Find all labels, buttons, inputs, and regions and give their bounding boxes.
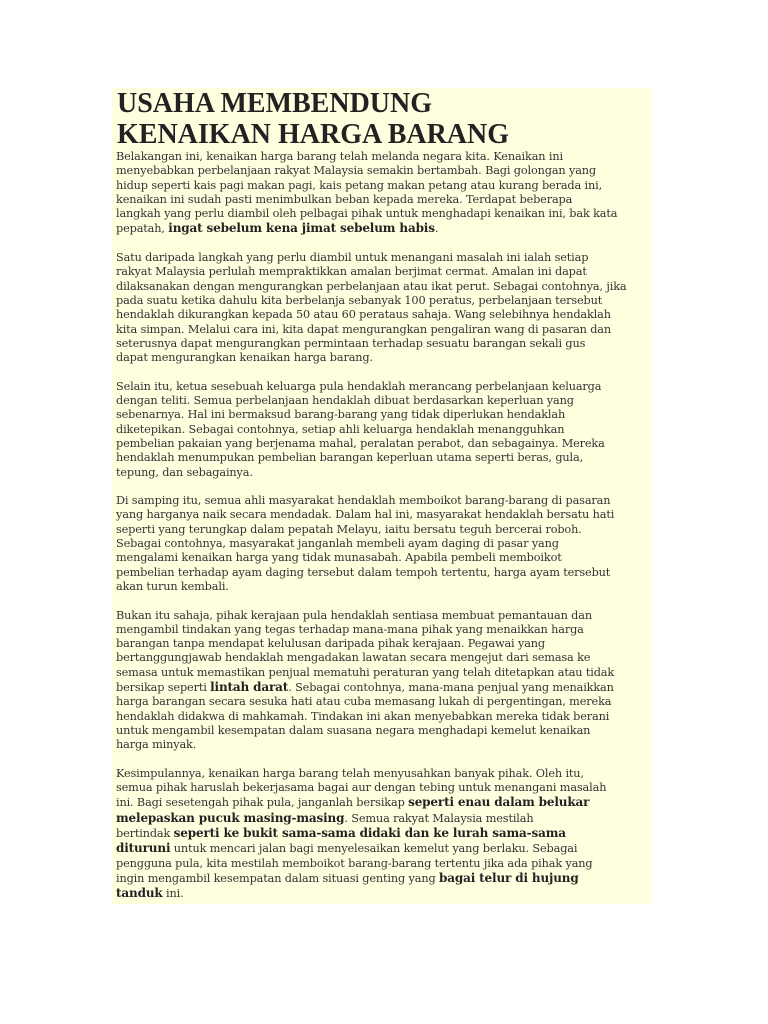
- text-run: seperti yang terungkap dalam pepatah Melayu, iaitu bersatu teguh bercerai roboh.: [116, 522, 582, 536]
- text-run: . Semua rakyat Malaysia mestilah: [344, 811, 534, 825]
- peribahasa-bold: lintah darat: [210, 679, 289, 694]
- peribahasa-bold: ingat sebelum kena jimat sebelum habis: [168, 221, 435, 236]
- text-line: [116, 666, 648, 680]
- text-run: Belakangan ini, kenaikan harga barang telah melanda negara kita. Kenaikan ini: [116, 150, 563, 163]
- peribahasa-bold: seperti ke bukit sama-sama didaki dan ke lurah sama-sama: [173, 825, 566, 840]
- text-line: [116, 451, 648, 465]
- text-run: mengalami kenaikan harga yang tidak munasabah. Apabila pembeli memboikot: [116, 551, 562, 565]
- article-body: [116, 150, 648, 901]
- text-run: ini.: [162, 887, 184, 901]
- text-line: [116, 580, 648, 594]
- text-run: ini. Bagi sesetengah pihak pula, janganlah bersikap: [116, 796, 409, 810]
- text-run: pada suatu ketika dahulu kita berbelanja sebanyak 100 peratus, perbelanjaan tersebut: [116, 293, 603, 307]
- text-line: [116, 280, 648, 294]
- paragraph: [116, 609, 648, 753]
- text-run: bertanggungjawab hendaklah mengadakan lawatan secara mengejut dari semasa ke: [116, 651, 591, 665]
- text-line: [116, 710, 648, 724]
- text-run: semasa untuk memastikan penjual mematuhi peraturan yang telah ditetapkan atau tidak: [116, 665, 615, 679]
- text-run: semua pihak haruslah bekerjasama bagai aur dengan tebing untuk menangani masalah: [116, 781, 607, 795]
- text-line: [116, 508, 648, 522]
- text-run: dengan teliti. Semua perbelanjaan hendaklah dibuat berdasarkan keperluan yang: [116, 394, 574, 408]
- article-title-line: KENAIKAN HARGA BARANG: [117, 119, 510, 150]
- text-line: [116, 609, 648, 623]
- text-run: Selain itu, ketua sesebuah keluarga pula hendaklah merancang perbelanjaan keluarga: [116, 379, 602, 393]
- text-run: untuk mengambil kesempatan dalam suasana negara menghadapi kemelut kenaikan: [116, 723, 591, 737]
- article-title: [117, 88, 647, 150]
- text-run: seterusnya dapat mengurangkan permintaan terhadap sesuatu barangan sekali gus: [116, 336, 586, 350]
- text-line: [116, 221, 648, 236]
- text-run: tepung, dan sebagainya.: [116, 465, 253, 479]
- text-line: [116, 380, 648, 394]
- text-line: [116, 811, 648, 826]
- paragraph: [116, 494, 648, 594]
- peribahasa-bold: melepaskan pucuk masing-masing: [116, 810, 345, 825]
- text-run: pepatah,: [116, 222, 169, 236]
- paragraph: [116, 767, 648, 902]
- text-run: yang harganya naik secara mendadak. Dalam hal ini, masyarakat hendaklah bersatu hati: [116, 508, 615, 522]
- text-line: [116, 886, 648, 901]
- text-run: hendaklah dikurangkan kepada 50 atau 60 perataus sahaja. Wang selebihnya hendaklah: [116, 308, 611, 322]
- text-line: [116, 265, 648, 279]
- text-run: hendaklah didakwa di mahkamah. Tindakan ini akan menyebabkan mereka tidak berani: [116, 709, 610, 723]
- paragraph: [116, 380, 648, 480]
- text-run: Sebagai contohnya, masyarakat janganlah membeli ayam daging di pasar yang: [116, 537, 559, 551]
- text-run: akan turun kembali.: [116, 579, 229, 593]
- text-run: hidup seperti kais pagi makan pagi, kais petang makan petang atau kurang berada ini,: [116, 178, 603, 192]
- peribahasa-bold: dituruni: [116, 841, 171, 856]
- text-line: [116, 680, 648, 695]
- text-line: [116, 251, 648, 265]
- document-page: [112, 88, 652, 904]
- text-line: [116, 179, 648, 193]
- text-run: dapat mengurangkan kenaikan harga barang.: [116, 351, 373, 365]
- text-line: [116, 150, 648, 164]
- text-run: harga minyak.: [116, 738, 197, 752]
- text-run: kita simpan. Melalui cara ini, kita dapat mengurangkan pengaliran wang di pasaran dan: [116, 322, 612, 336]
- text-line: [116, 841, 648, 856]
- text-run: pengguna pula, kita mestilah memboikot barang-barang tertentu jika ada pihak yang: [116, 856, 593, 870]
- text-run: . Sebagai contohnya, mana-mana penjual yang menaikkan: [288, 680, 614, 694]
- text-line: [116, 651, 648, 665]
- text-line: [116, 294, 648, 308]
- text-run: hendaklah menumpukan pembelian barangan keperluan utama seperti beras, gula,: [116, 451, 584, 465]
- text-line: [116, 494, 648, 508]
- text-line: [116, 308, 648, 322]
- peribahasa-bold: tanduk: [116, 886, 163, 901]
- text-line: [116, 337, 648, 351]
- text-run: Kesimpulannya, kenaikan harga barang telah menyusahkan banyak pihak. Oleh itu,: [116, 766, 584, 780]
- text-line: [116, 423, 648, 437]
- article-title-line: USAHA MEMBENDUNG: [117, 88, 433, 119]
- text-line: [116, 695, 648, 709]
- text-line: [116, 767, 648, 781]
- text-line: [116, 871, 648, 886]
- text-run: untuk mencari jalan bagi menyelesaikan kemelut yang berlaku. Sebagai: [170, 842, 578, 856]
- text-run: ingin mengambil kesempatan dalam situasi genting yang: [116, 871, 439, 885]
- text-line: [116, 566, 648, 580]
- text-line: [116, 437, 648, 451]
- text-run: .: [434, 222, 439, 236]
- text-run: langkah yang perlu diambil oleh pelbagai pihak untuk menghadapi kenaikan ini, bak kata: [116, 207, 618, 221]
- text-line: [116, 164, 648, 178]
- text-line: [116, 351, 648, 365]
- text-run: pembelian terhadap ayam daging tersebut dalam tempoh tertentu, harga ayam tersebut: [116, 565, 611, 579]
- text-line: [116, 551, 648, 565]
- peribahasa-bold: bagai telur di hujung: [438, 870, 579, 885]
- text-run: rakyat Malaysia perlulah mempraktikkan amalan berjimat cermat. Amalan ini dapat: [116, 265, 587, 279]
- text-run: pembelian pakaian yang berjenama mahal, peralatan perabot, dan sebagainya. Mereka: [116, 436, 605, 450]
- text-line: [116, 826, 648, 841]
- paragraph: [116, 251, 648, 365]
- text-line: [116, 323, 648, 337]
- text-line: [116, 781, 648, 795]
- text-run: bertindak: [116, 826, 174, 840]
- text-run: sebenarnya. Hal ini bermaksud barang-barang yang tidak diperlukan hendaklah: [116, 408, 566, 422]
- text-run: bersikap seperti: [116, 680, 211, 694]
- text-line: [116, 537, 648, 551]
- text-line: [116, 637, 648, 651]
- paragraph: [116, 150, 648, 237]
- text-line: [116, 466, 648, 480]
- text-run: dilaksanakan dengan mengurangkan perbelanjaan atau ikat perut. Sebagai contohnya, jika: [116, 279, 627, 293]
- text-line: [116, 724, 648, 738]
- text-run: menyebabkan perbelanjaan rakyat Malaysia semakin bertambah. Bagi golongan yang: [116, 164, 597, 178]
- text-line: [116, 857, 648, 871]
- text-line: [116, 193, 648, 207]
- text-line: [116, 738, 648, 752]
- text-run: Di samping itu, semua ahli masyarakat hendaklah memboikot barang-barang di pasaran: [116, 494, 611, 508]
- text-run: Bukan itu sahaja, pihak kerajaan pula hendaklah sentiasa membuat pemantauan dan: [116, 608, 592, 622]
- text-line: [116, 207, 648, 221]
- text-line: [116, 523, 648, 537]
- text-run: Satu daripada langkah yang perlu diambil untuk menangani masalah ini ialah setiap: [116, 251, 589, 265]
- text-line: [116, 795, 648, 810]
- text-run: kenaikan ini sudah pasti menimbulkan beban kepada mereka. Terdapat beberapa: [116, 192, 573, 206]
- text-run: barangan tanpa mendapat kelulusan daripada pihak kerajaan. Pegawai yang: [116, 637, 545, 651]
- text-run: harga barangan secara sesuka hati atau cuba memasang lukah di pergentingan, mereka: [116, 695, 612, 709]
- text-run: mengambil tindakan yang tegas terhadap mana-mana pihak yang menaikkan harga: [116, 622, 584, 636]
- peribahasa-bold: seperti enau dalam belukar: [408, 795, 590, 810]
- text-line: [116, 394, 648, 408]
- text-line: [116, 623, 648, 637]
- text-run: diketepikan. Sebagai contohnya, setiap ahli keluarga hendaklah menangguhkan: [116, 422, 565, 436]
- text-line: [116, 408, 648, 422]
